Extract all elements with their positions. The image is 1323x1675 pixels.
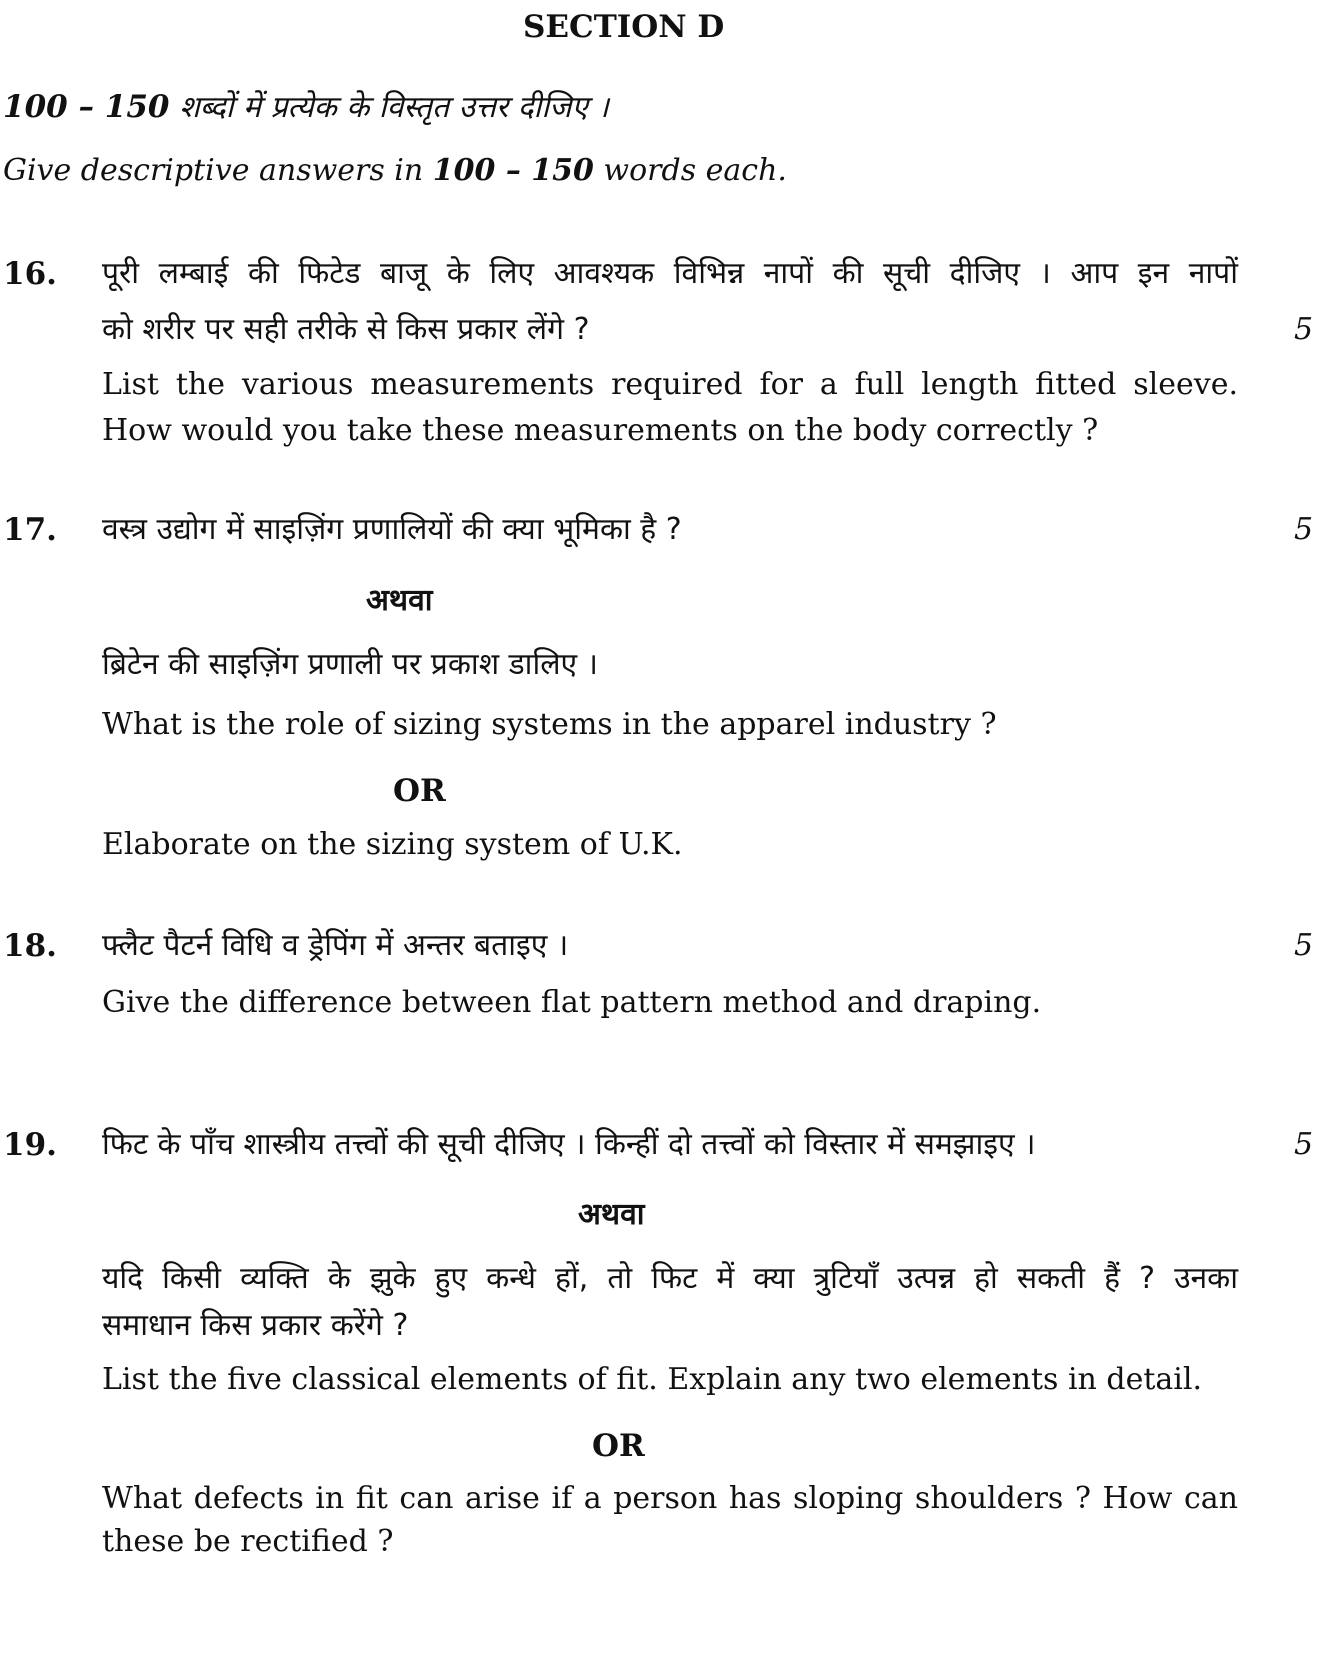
q19-english-alt-line1: What defects in fit can arise if a person has sloping shoulders ? How can [102,1481,1238,1516]
q17-hindi-alt: ब्रिटेन की साइज़िंग प्रणाली पर प्रकाश डालिए । [102,647,599,682]
section-title: SECTION D [523,9,725,45]
instructions-english [3,152,787,190]
question-marks: 5 [1294,312,1314,347]
word-range: 100 – 150 [3,89,170,125]
q16-english-line2: How would you take these measurements on the body correctly ? [102,413,1099,448]
question-marks: 5 [1294,512,1314,547]
q16-hindi-line2: को शरीर पर सही तरीके से किस प्रकार लेंगे ? [102,312,590,347]
q19-hindi: फिट के पाँच शास्त्रीय तत्त्वों की सूची दीजिए । किन्हीं दो तत्त्वों को विस्तार में समझाइए । [102,1127,1036,1162]
instructions-hindi [3,88,609,127]
q19-hindi-alt-line2: समाधान किस प्रकार करेंगे ? [102,1308,409,1343]
question-number: 19. [3,1127,57,1163]
q19-english: List the five classical elements of fit. Explain any two elements in detail. [102,1362,1203,1397]
q17-english: What is the role of sizing systems in the apparel industry ? [102,707,997,742]
q17-hindi: वस्त्र उद्योग में साइज़िंग प्रणालियों की क्या भूमिका है ? [102,512,682,547]
or-hindi: अथवा [366,583,433,618]
q17-english-alt: Elaborate on the sizing system of U.K. [102,827,683,862]
or-hindi: अथवा [578,1197,645,1232]
instr-pre: Give descriptive answers in [3,153,433,188]
question-marks: 5 [1294,1127,1314,1162]
or-english: OR [592,1428,645,1464]
question-number: 17. [3,512,57,548]
question-number: 18. [3,928,57,964]
or-english: OR [393,773,446,809]
instr-post: words each. [593,153,787,188]
q19-hindi-alt-line1: यदि किसी व्यक्ति के झुके हुए कन्धे हों, तो फिट में क्या त्रुटियाँ उत्पन्न हो सकती हैं ? उनका [102,1261,1238,1296]
instr-num: 100 – 150 [432,153,594,188]
q18-english: Give the difference between flat pattern method and draping. [102,985,1042,1020]
q16-english-line1: List the various measurements required for a full length fitted sleeve. [102,367,1238,402]
q16-hindi-line1: पूरी लम्बाई की फिटेड बाजू के लिए आवश्यक विभिन्न नापों की सूची दीजिए । आप इन नापों [102,256,1238,291]
question-number: 16. [3,256,57,292]
instructions-hindi-text: शब्दों में प्रत्येक के विस्तृत उत्तर दीजिए । [179,90,609,125]
q19-english-alt-line2: these be rectified ? [102,1524,394,1559]
question-marks: 5 [1294,928,1314,963]
q18-hindi: फ्लैट पैटर्न विधि व ड्रेपिंग में अन्तर बताइए । [102,928,569,963]
